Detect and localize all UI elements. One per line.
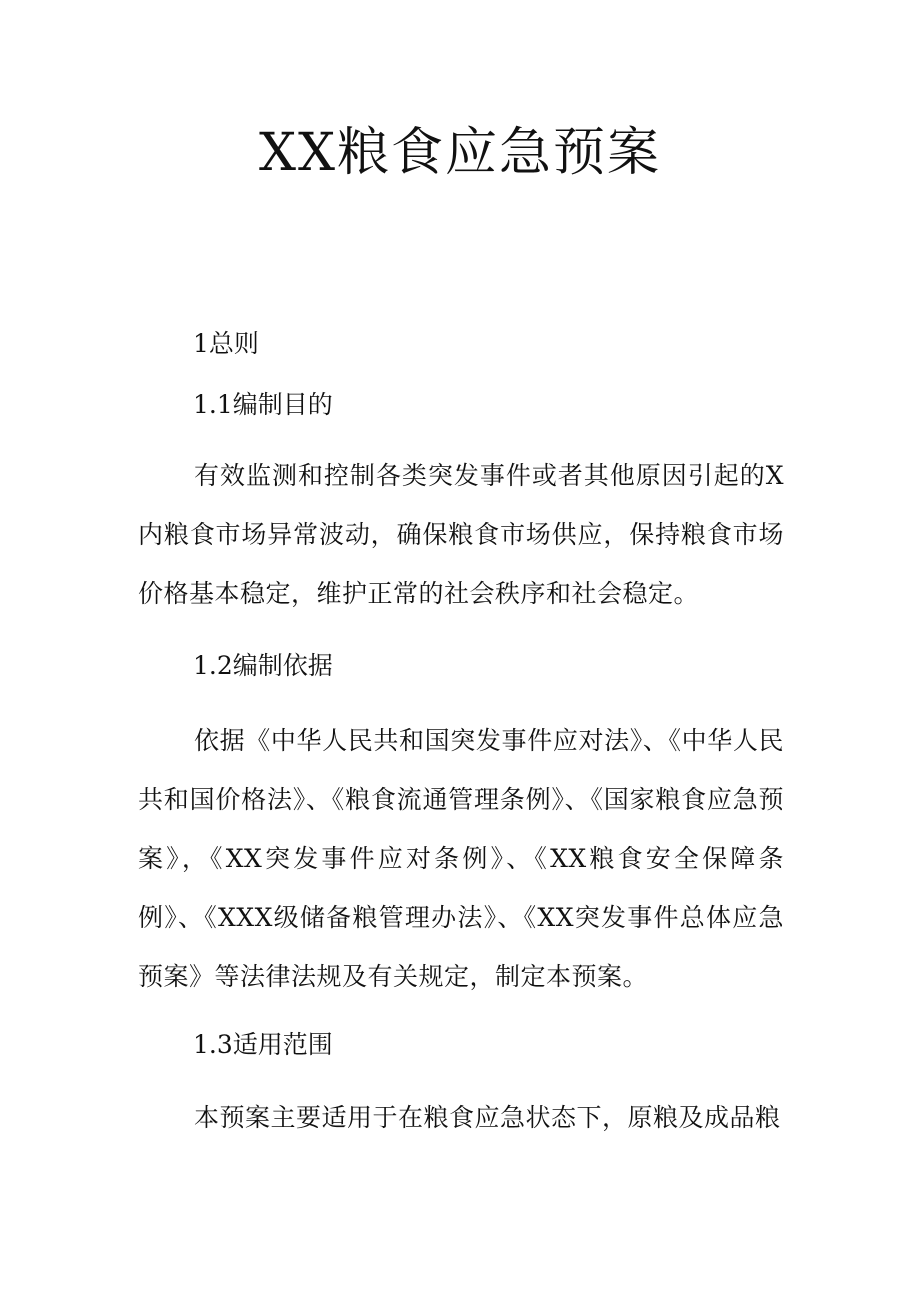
paragraph-purpose: 有效监测和控制各类突发事件或者其他原因引起的X内粮食市场异常波动，确保粮食市场供应，保持粮食市场价格基本稳定，维护正常的社会秩序和社会稳定。 <box>138 461 784 608</box>
paragraph-scope: 本预案主要适用于在粮食应急状态下，原粮及成品粮 <box>194 1103 781 1132</box>
document-title: XX粮食应急预案 <box>258 123 662 183</box>
section-heading-basis: 1.2编制依据 <box>193 651 333 680</box>
section-heading-purpose: 1.1编制目的 <box>193 390 333 419</box>
section-heading-scope: 1.3适用范围 <box>193 1030 333 1059</box>
paragraph-basis: 依据《中华人民共和国突发事件应对法》、《中华人民共和国价格法》、《粮食流通管理条例》、《国家粮食应急预案》，《XX突发事件应对条例》、《XX粮食安全保障条例》、《XXX级储备粮管理办法》、《XX突发事件总体应急预案》等法律法规及有关规定，制定本预案。 <box>138 726 784 991</box>
section-heading-general: 1总则 <box>193 329 259 358</box>
